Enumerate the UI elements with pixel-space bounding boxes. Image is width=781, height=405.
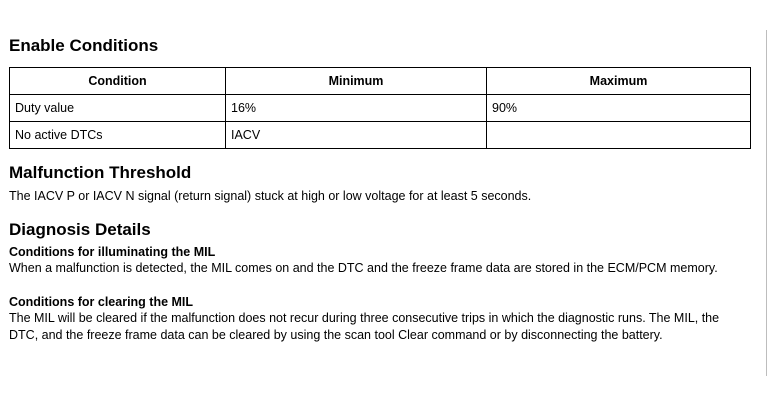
table-cell-minimum: IACV: [226, 122, 487, 149]
illuminating-mil-text: When a malfunction is detected, the MIL comes on and the DTC and the freeze frame data are stored in the ECM/PCM memory.: [9, 261, 718, 275]
column-header-condition: Condition: [10, 68, 226, 95]
column-header-minimum: Minimum: [226, 68, 487, 95]
table-row: [10, 122, 751, 149]
clearing-mil-title: Conditions for clearing the MIL: [9, 295, 194, 309]
clearing-mil-text: The MIL will be cleared if the malfunction does not recur during three consecutive trips in which the diagnostic runs. The MIL, the DTC, and the freeze frame data can be cleared by using the scan tool Clear command or by disconnecting the battery.: [9, 311, 720, 342]
table-cell-condition: Duty value: [10, 95, 226, 122]
enable-conditions-table: [9, 67, 751, 149]
table-cell-minimum: 16%: [226, 95, 487, 122]
document-content: [9, 36, 751, 344]
table-header-row: [10, 68, 751, 95]
column-header-maximum: Maximum: [487, 68, 751, 95]
malfunction-threshold-text: The IACV P or IACV N signal (return signal) stuck at high or low voltage for at least 5 seconds.: [9, 189, 532, 203]
table-cell-maximum: [487, 122, 751, 149]
table-cell-maximum: 90%: [487, 95, 751, 122]
table-row: [10, 95, 751, 122]
illuminating-mil-title: Conditions for illuminating the MIL: [9, 245, 216, 259]
diagnosis-details-heading: Diagnosis Details: [9, 220, 151, 239]
table-cell-condition: No active DTCs: [10, 122, 226, 149]
enable-conditions-heading: Enable Conditions: [9, 36, 159, 55]
malfunction-threshold-heading: Malfunction Threshold: [9, 163, 192, 182]
page-right-rule: [766, 30, 767, 376]
